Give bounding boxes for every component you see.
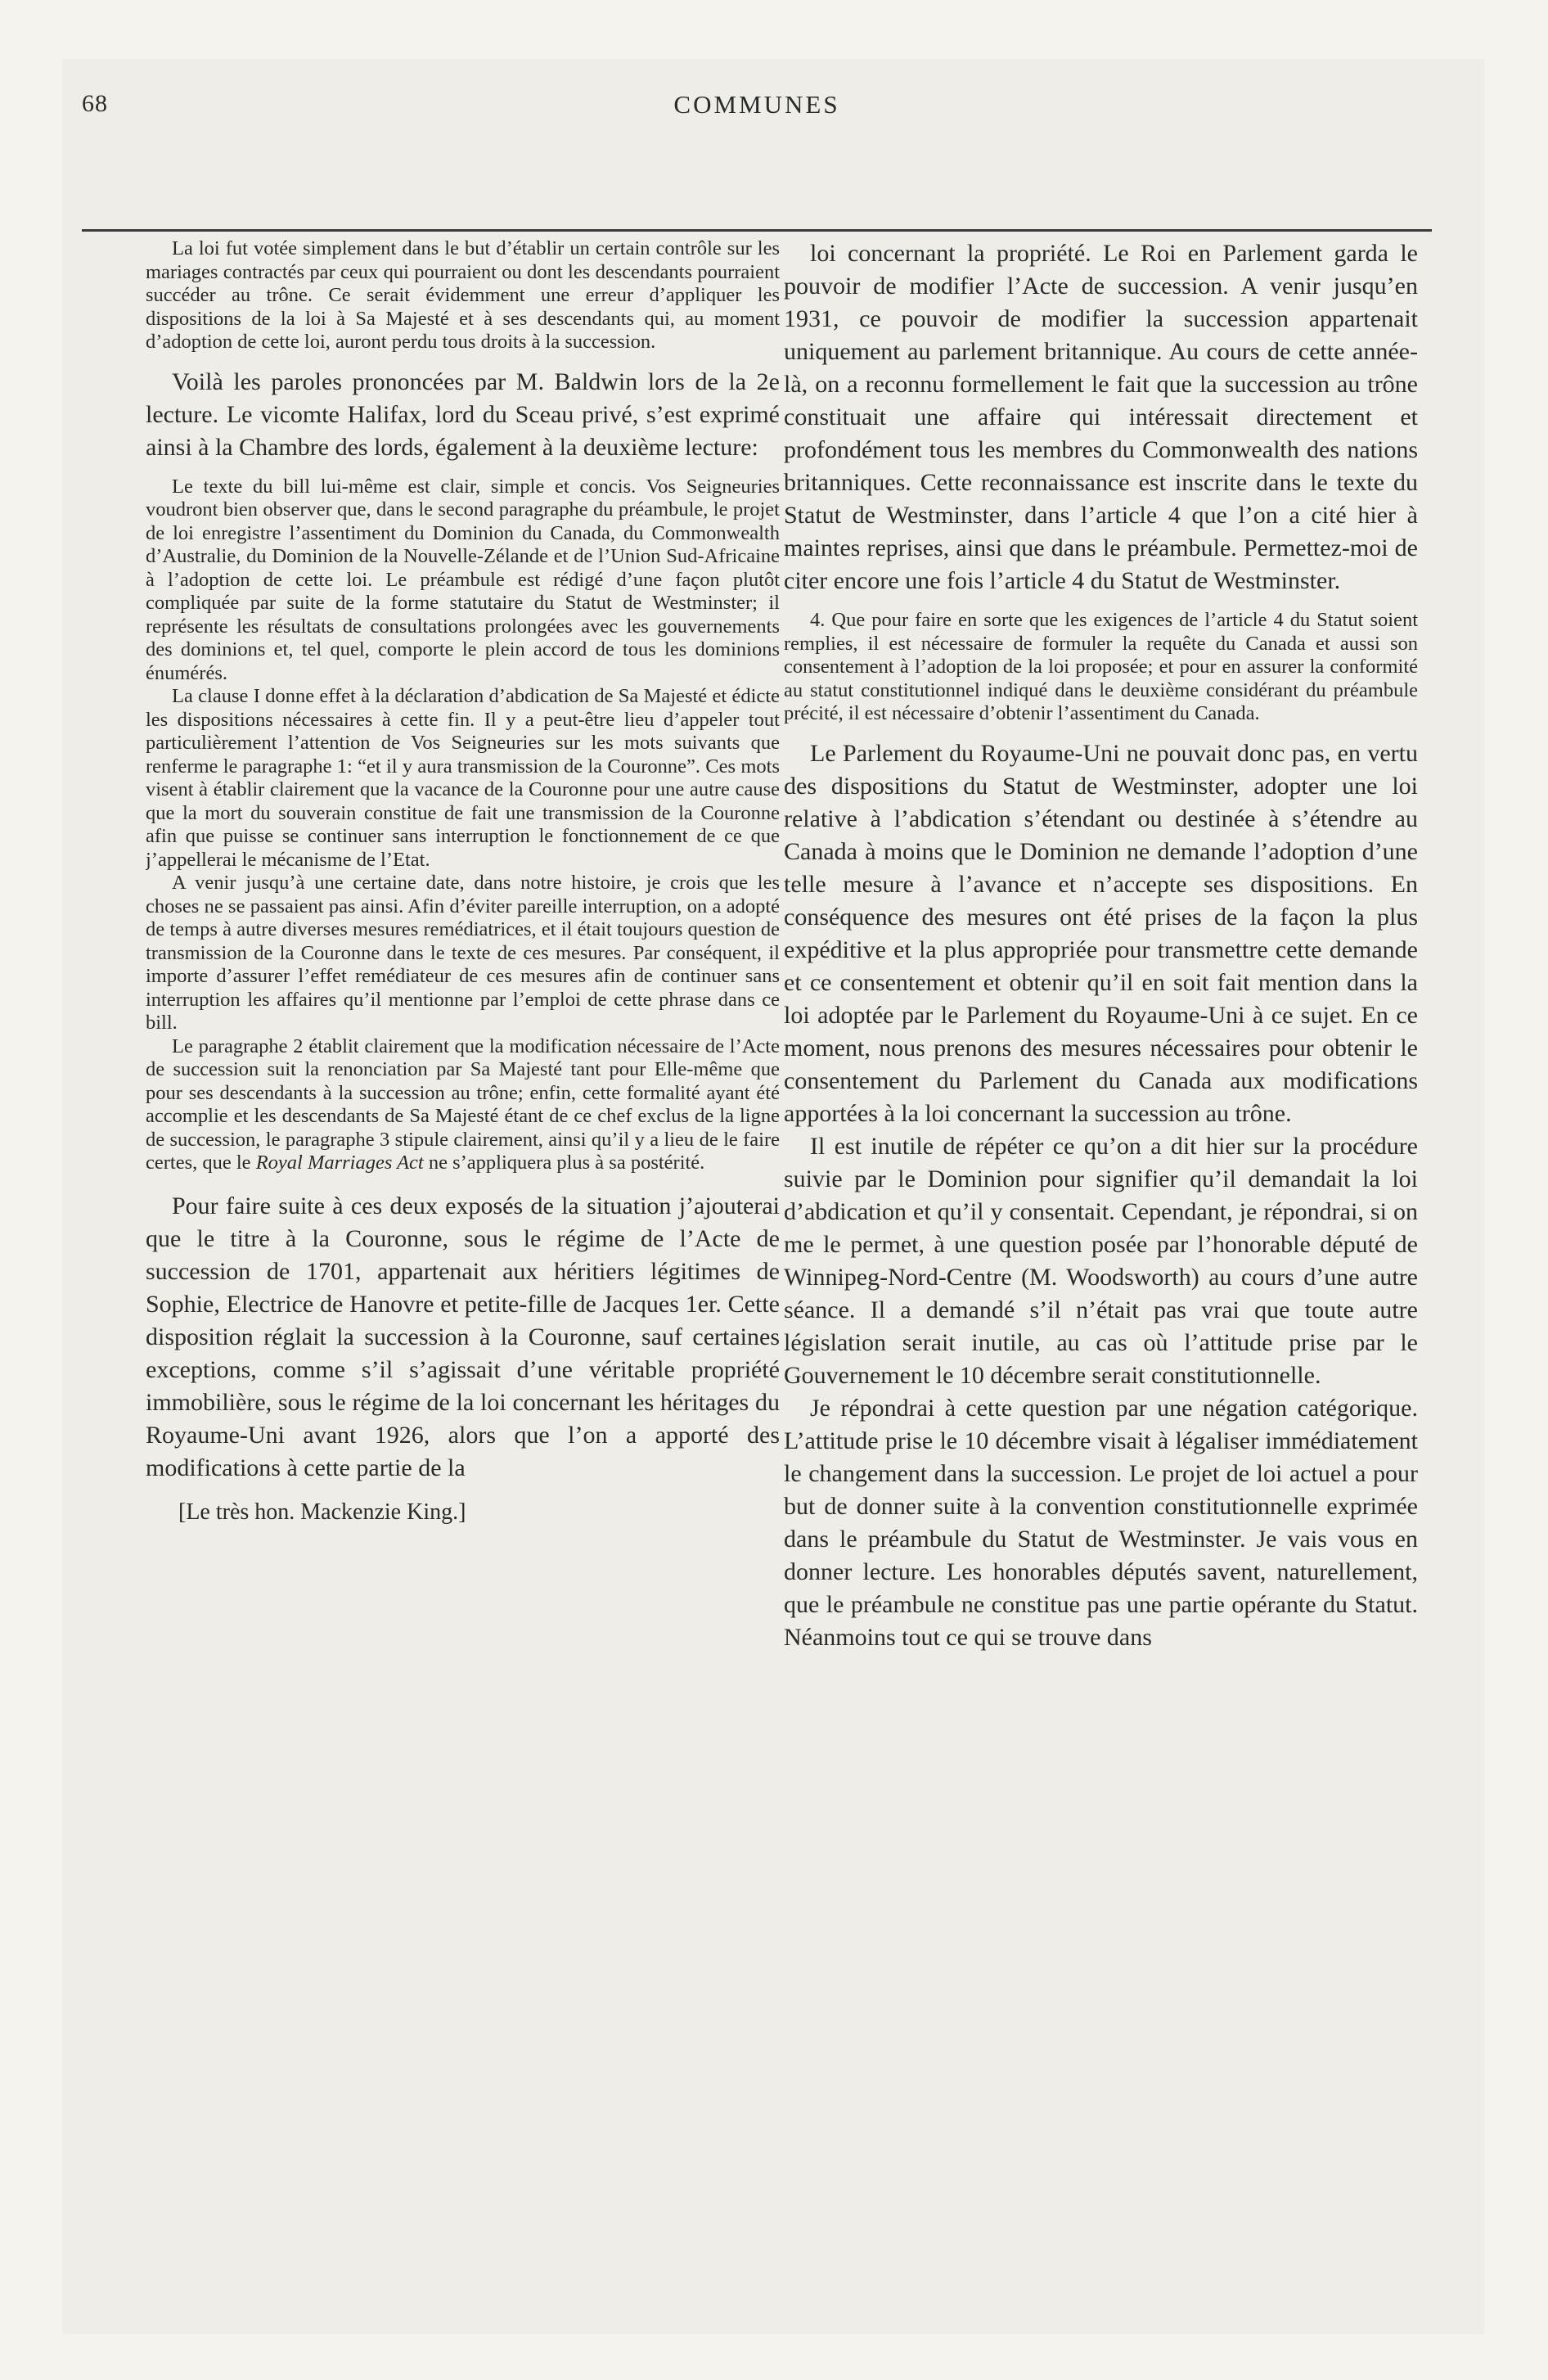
body-paragraph: Il est inutile de répéter ce qu’on a dit hier sur la procédure suivie par le Dominion pour signifier qu’il demandait la loi d’abdication et qu’il y consentait. Cependant, je répondrai, si on me le permet, à une question posée par l’honorable député de Winnipeg-Nord-Centre (M. Woodsworth) au cours d’une autre séance. Il a demandé s’il n’était pas vrai que toute autre législation serait inutile, au cas où l’attitude prise par le Gouvernement le 10 décembre serait constitutionnelle. [784,1132,1418,1389]
quoted-paragraph: Le texte du bill lui-même est clair, simple et concis. Vos Seigneuries voudront bien observer que, dans le second paragraphe du préambule, le projet de loi enregistre l’assentiment du Dominion du Canada, du Commonwealth d’Australie, du Dominion de la Nouvelle-Zélande et de l’Union Sud-Africaine à l’adoption de cette loi. Le préambule est rédigé d’une façon plutôt compliquée par suite de la forme statutaire du Statut de Westminster; il représente les résultats de consultations prolongées avec les gouvernements des dominions et, tel quel, comporte le plein accord de tous les dominions énumérés. [146,475,780,684]
page-number: 68 [82,90,108,117]
left-column [146,237,780,2226]
page-header [82,90,1432,139]
header-rule [82,229,1432,232]
body-paragraph: Le Parlement du Royaume-Uni ne pouvait donc pas, en vertu des dispositions du Statut de Westminster, adopter une loi relative à l’abdication s’étendant ou destinée à s’étendre au Canada à moins que le Dominion ne demande l’adoption d’une telle mesure à l’avance et n’accepte ses dispositions. En conséquence des mesures ont été prises de la façon la plus expéditive et la plus appropriée pour transmettre cette demande et ce consentement et obtenir qu’il en soit fait mention dans la loi adoptée par le Parlement du Royaume-Uni à ce sujet. En ce moment, nous prenons des mesures nécessaires pour obtenir le consentement du Parlement du Canada aux modifications apportées à la loi concernant la succession au trône. [784,739,1418,1127]
quoted-paragraph: La loi fut votée simplement dans le but d’établir un certain contrôle sur les mariages contractés par ceux qui pourraient ou dont les descendants pourraient succéder au trône. Ce serait évidemment une erreur d’appliquer les dispositions de la loi à Sa Majesté et à ses descendants qui, au moment d’adoption de cette loi, auront perdu tous droits à la succession. [146,237,780,353]
body-paragraph: loi concernant la propriété. Le Roi en Parlement garda le pouvoir de modifier l’Acte de succession. A venir jusqu’en 1931, ce pouvoir de modifier la succession appartenait uniquement au parlement britannique. Au cours de cette année-là, on a reconnu formellement le fait que la succession au trône constituait une affaire qui intéressait directement et profondément tous les membres du Commonwealth des nations britanniques. Cette reconnaissance est inscrite dans le texte du Statut de Westminster, dans l’article 4 que l’on a cité hier à maintes reprises, ainsi que dans le préambule. Permettez-moi de citer encore une fois l’article 4 du Statut de Westminster. [784,240,1418,594]
paragraph-text: Le paragraphe 2 établit clairement que la modification nécessaire de l’Acte de succession suit la renonciation par Sa Majesté tant pour Elle-même que pour ses descendants à la succession au trône; enfin, cette formalité ayant été accomplie et les descendants de Sa Majesté étant de ce chef exclus de la ligne de succession, le paragraphe 3 stipule clairement, ainsi qu’il y a lieu de le faire certes, que le [146,1034,780,1174]
running-head: COMMUNES [673,90,840,119]
body-paragraph: Voilà les paroles prononcées par M. Baldwin lors de la 2e lecture. Le vicomte Halifax, lord du Sceau privé, s’est exprimé ainsi à la Chambre des lords, également à la deuxième lecture: [146,367,780,461]
quoted-paragraph [146,1035,780,1175]
quoted-paragraph: 4. Que pour faire en sorte que les exigences de l’article 4 du Statut soient remplies, il est nécessaire de formuler la requête du Canada et aussi son consentement à l’adoption de la loi proposée; et pour en assurer la conformité au statut constitutionnel indiqué dans le deuxième considérant du préambule précité, il est nécessaire d’obtenir l’assentiment du Canada. [784,609,1418,724]
body-paragraph: Je répondrai à cette question par une négation catégorique. L’attitude prise le 10 décembre visait à légaliser immédiatement le changement dans la succession. Le projet de loi actuel a pour but de donner suite à la convention constitutionnelle exprimée dans le préambule du Statut de Westminster. Je vais vous en donner lecture. Les honorables députés savent, naturellement, que le préambule ne constitue pas une partie opérante du Statut. Néanmoins tout ce qui se trouve dans [784,1394,1418,1651]
quoted-paragraph: La clause I donne effet à la déclaration d’abdication de Sa Majesté et édicte les dispositions nécessaires à cette fin. Il y a peut-être lieu d’appeler tout particulièrement l’attention de Vos Seigneuries sur les mots suivants que renferme le paragraphe 1: “et il y aura transmission de la Couronne”. Ces mots visent à établir clairement que la vacance de la Couronne pour une autre cause que la mort du souverain constitue de fait une transmission de la Couronne afin que puisse se continuer sans interruption le fonctionnement de ce que j’appellerai le mécanisme de l’Etat. [146,685,780,871]
quoted-paragraph: A venir jusqu’à une certaine date, dans notre histoire, je crois que les choses ne se passaient pas ainsi. Afin d’éviter pareille interruption, on a adopté de temps à autre diverses mesures remédiatrices, et il était toujours question de transmission de la Couronne dans le texte de ces mesures. Par conséquent, il importe d’assurer l’effet remédiateur de ces mesures afin de continuer sans interruption les affaires qu’il mentionne par l’emploi de cette phrase dans ce bill. [146,872,780,1034]
act-title: Royal Marriages Act [255,1152,424,1174]
right-column [784,237,1418,2226]
paragraph-text: ne s’appliquera plus à sa postérité. [423,1152,705,1174]
speaker-citation: [Le très hon. Mackenzie King.] [178,1499,466,1525]
body-paragraph: Pour faire suite à ces deux exposés de la situation j’ajouterai que le titre à la Couronne, sous le régime de l’Acte de succession de 1701, appartenait aux héritiers légitimes de Sophie, Electrice de Hanovre et petite-fille de Jacques 1er. Cette disposition réglait la succession à la Couronne, sauf certaines exceptions, comme s’il s’agissait d’une véritable propriété immobilière, sous le régime de la loi concernant les héritages du Royaume-Uni avant 1926, alors que l’on a apporté des modifications à cette partie de la [146,1192,780,1481]
